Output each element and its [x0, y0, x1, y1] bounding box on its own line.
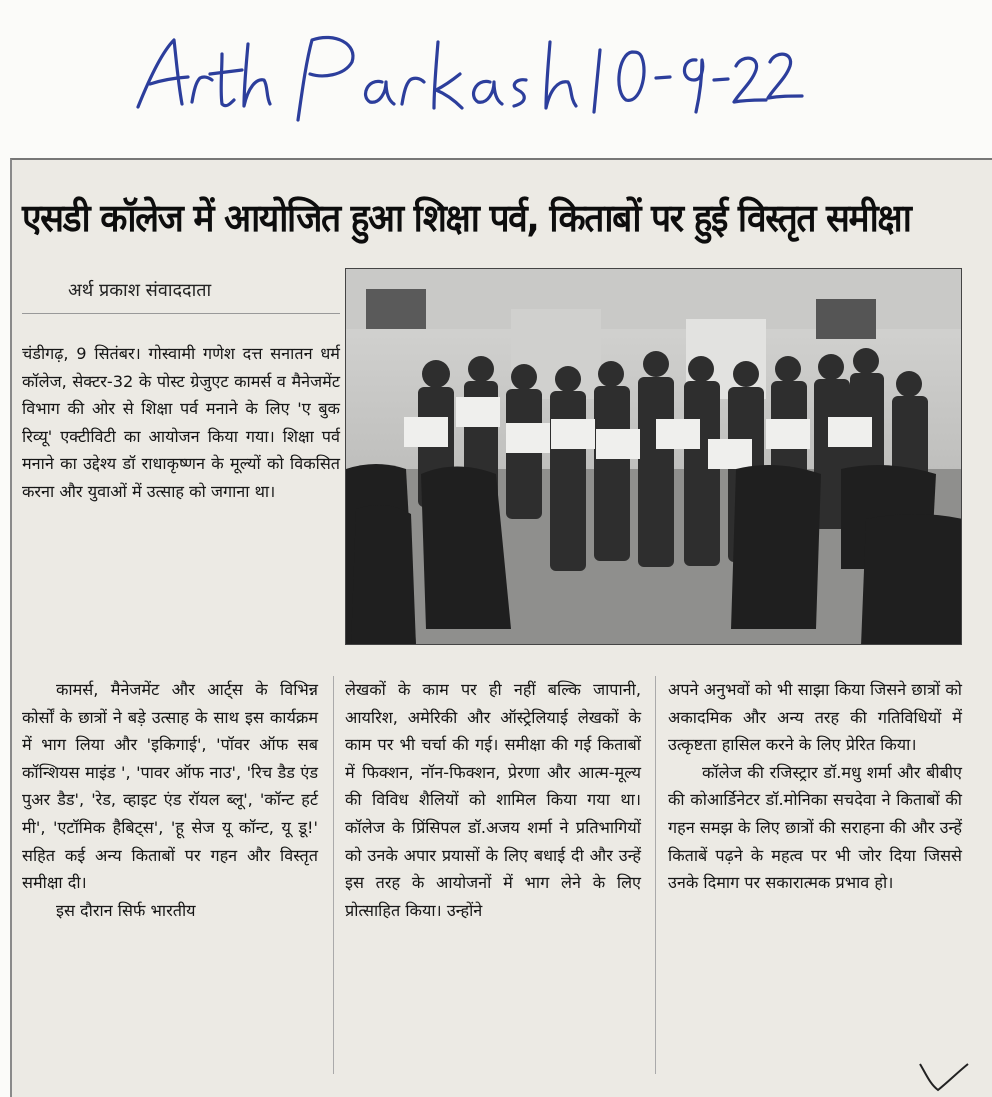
byline: अर्थ प्रकाश संवाददाता: [68, 280, 212, 301]
paragraph: चंडीगढ़, 9 सितंबर। गोस्वामी गणेश दत्त सनातन धर्म कॉलेज, सेक्टर-32 के पोस्ट ग्रेजुएट कामर्स व मैनेजमेंट विभाग की ओर से शिक्षा पर्व मनाने के लिए 'ए बुक रिव्यू' एक्टीविटी का आयोजन किया गया। शिक्षा पर्व मनाने का उद्देश्य डॉ राधाकृष्णन के मूल्यों को विकसित करना और युवाओं में उत्साह को जगाना था।: [22, 344, 340, 501]
column-divider: [655, 676, 656, 1074]
paragraph: कॉलेज की रजिस्ट्रार डॉ.मधु शर्मा और बीबीए की कोआर्डिनेटर डॉ.मोनिका सचदेवा ने किताबों की गहन समझ के लिए छात्रों की सराहना की और उन्हें किताबें पढ़ने के महत्व पर भी जोर दिया जिससे उनके दिमाग पर सकारात्मक प्रभाव हो।: [668, 762, 962, 893]
news-photo: [345, 268, 962, 645]
column-divider: [333, 676, 334, 1074]
article-column-1-bottom: [22, 676, 318, 924]
corner-pen-mark: [912, 1062, 972, 1092]
article-column-2: [345, 676, 641, 924]
article-column-3: [668, 676, 962, 897]
article-column-1-top: [22, 340, 340, 506]
headline: एसडी कॉलेज में आयोजित हुआ शिक्षा पर्व, किताबों पर हुई विस्तृत समीक्षा: [22, 196, 911, 240]
paragraph: इस दौरान सिर्फ भारतीय: [56, 900, 196, 920]
paragraph: अपने अनुभवों को भी साझा किया जिसने छात्रों को अकादमिक और अन्य तरह की गतिविधियों में उत्कृष्टता हासिल करने के लिए प्रेरित किया।: [668, 680, 962, 755]
handwritten-date-note: [130, 22, 810, 132]
byline-divider: [22, 313, 340, 314]
paragraph: कामर्स, मैनेजमेंट और आर्ट्स के विभिन्न कोर्सों के छात्रों ने बड़े उत्साह के साथ इस कार्यक्रम में भाग लिया और 'इकिगाई', 'पॉवर ऑफ सब कॉन्शियस माइंड ', 'पावर ऑफ नाउ', 'रिच डैड एंड पुअर डैड', 'रेड, व्हाइट एंड रॉयल ब्लू', 'कॉन्ट हर्ट मी', 'एटॉमिक हैबिट्स', 'हू सेज यू कॉन्ट, यू डू!' सहित कई अन्य किताबों पर गहन और विस्तृत समीक्षा दी।: [22, 680, 318, 893]
paragraph: लेखकों के काम पर ही नहीं बल्कि जापानी, आयरिश, अमेरिकी और ऑस्ट्रेलियाई लेखकों के काम पर भी चर्चा की गई। समीक्षा की गई किताबों में फिक्शन, नॉन-फिक्शन, प्रेरणा और आत्म-मूल्य की विविध शैलियों को शामिल किया गया था। कॉलेज के प्रिंसिपल डॉ.अजय शर्मा ने प्रतिभागियों को उनके अपार प्रयासों के लिए बधाई दी और उन्हें इस तरह के आयोजनों में भाग लेने के लिए प्रोत्साहित किया। उन्होंने: [345, 680, 641, 920]
